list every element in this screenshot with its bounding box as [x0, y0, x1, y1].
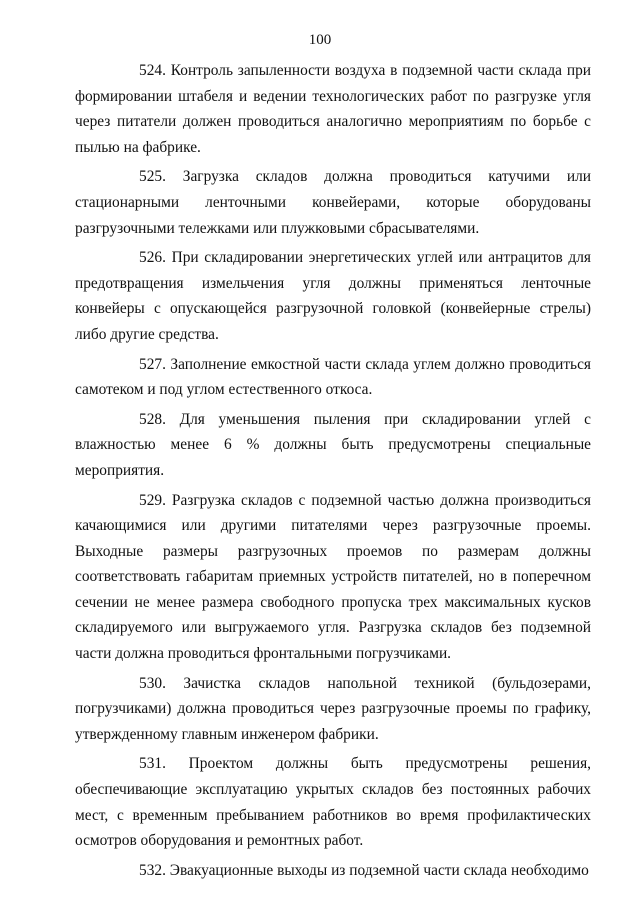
paragraph-524: 524. Контроль запыленности воздуха в подземной части склада при формировании штабеля и ведении технологических работ по разгрузке угля через питатели должен проводиться аналогично мероприятиям по борьбе с пылью на фабрике.: [75, 62, 591, 156]
document-body: [75, 58, 591, 887]
paragraph-525: 525. Загрузка складов должна проводиться катучими или стационарными ленточными конвейерами, которые оборудованы разгрузочными тележками или плужковыми сбрасывателями.: [75, 168, 591, 237]
paragraph-526: 526. При складировании энергетических углей или антрацитов для предотвращения измельчения угля должны применяться ленточные конвейеры с опускающейся разгрузочной головкой (конвейерные стрелы) либо другие средства.: [75, 249, 591, 343]
paragraph-528: 528. Для уменьшения пыления при складировании углей с влажностью менее 6 % должны быть предусмотрены специальные мероприятия.: [75, 410, 591, 479]
paragraph-531: 531. Проектом должны быть предусмотрены решения, обеспечивающие эксплуатацию укрытых складов без постоянных рабочих мест, с временным пребыванием работников во время профилактических осмотров оборудования и ремонтных работ.: [75, 755, 591, 850]
page-number: 100: [308, 32, 332, 48]
paragraph-527: 527. Заполнение емкостной части склада углем должно проводиться самотеком и под углом естественного откоса.: [75, 355, 591, 399]
paragraph-529: 529. Разгрузка складов с подземной частью должна производиться качающимися или другими питателями через разгрузочные проемы. Выходные размеры разгрузочных проемов по размерам должны соответствовать габаритам приемных устройств питателей, но в поперечном сечении не менее размера свободного пропуска трех максимальных кусков складируемого или выгружаемого угля. Разгрузка складов без подземной части должна проводиться фронтальными погрузчиками.: [75, 491, 591, 663]
paragraph-530: 530. Зачистка складов напольной техникой (бульдозерами, погрузчиками) должна проводиться через разгрузочные проемы по графику, утвержденному главным инженером фабрики.: [75, 674, 591, 743]
paragraph-532: 532. Эвакуационные выходы из подземной части склада необходимо: [139, 861, 589, 879]
